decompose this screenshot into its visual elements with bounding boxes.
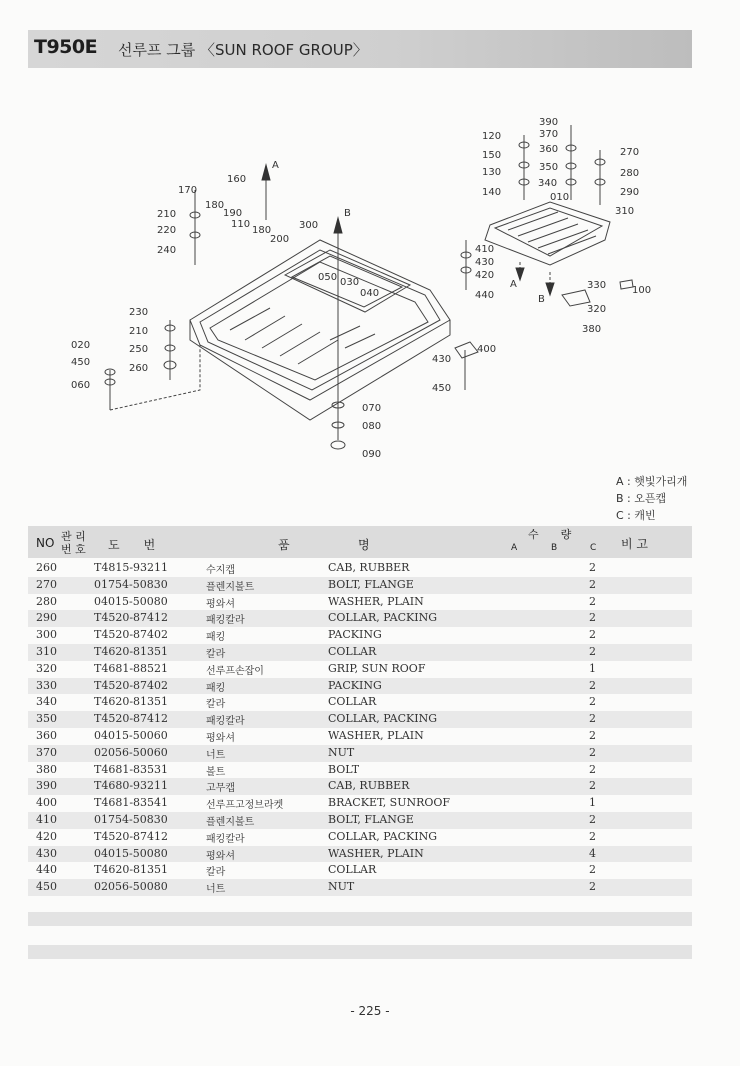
header-qty-c: C <box>590 543 597 553</box>
table-row <box>28 879 692 896</box>
row-name-en: PACKING <box>328 628 382 642</box>
model-code: T950E <box>34 36 98 58</box>
row-part-no: 01754-50830 <box>94 812 168 826</box>
svg-text:210: 210 <box>157 209 177 220</box>
row-no: 400 <box>36 796 57 810</box>
row-qty: 2 <box>589 577 596 591</box>
row-no: 360 <box>36 728 57 742</box>
row-name-kr: 플렌지볼트 <box>206 816 255 828</box>
header-no: NO <box>36 536 55 550</box>
row-name-kr: 플렌지볼트 <box>206 581 255 593</box>
row-name-kr: 볼트 <box>206 766 226 778</box>
legend-a: A : 햇빛가리개 <box>616 475 688 488</box>
parts-table <box>28 560 692 896</box>
row-name-en: BOLT, FLANGE <box>328 577 414 591</box>
svg-text:B: B <box>538 294 545 305</box>
svg-text:130: 130 <box>482 167 502 178</box>
row-qty: 2 <box>589 712 596 726</box>
header-mgmt-top: 관 리 <box>61 530 86 543</box>
header-name-2: 명 <box>358 538 370 552</box>
svg-text:350: 350 <box>539 162 559 173</box>
svg-text:010: 010 <box>550 192 570 203</box>
row-name-kr: 선루프고정브라켓 <box>206 800 284 812</box>
row-part-no: T4680-93211 <box>94 779 169 793</box>
svg-text:450: 450 <box>71 357 91 368</box>
table-row <box>28 762 692 779</box>
row-part-no: T4520-87412 <box>94 611 169 625</box>
svg-text:380: 380 <box>582 324 602 335</box>
row-part-no: 01754-50830 <box>94 577 168 591</box>
row-qty: 1 <box>589 796 596 810</box>
row-no: 260 <box>36 561 57 574</box>
row-part-no: 02056-50060 <box>94 745 168 759</box>
table-row <box>28 594 692 611</box>
svg-text:270: 270 <box>620 147 640 158</box>
legend <box>616 473 687 524</box>
svg-text:170: 170 <box>178 185 198 196</box>
row-part-no: 04015-50060 <box>94 728 168 742</box>
page-number: - 225 - <box>350 1004 390 1018</box>
table-row <box>28 711 692 728</box>
row-qty: 2 <box>589 880 596 894</box>
svg-text:180: 180 <box>252 225 272 236</box>
table-row <box>28 728 692 745</box>
svg-text:390: 390 <box>539 117 559 128</box>
table-row <box>28 610 692 627</box>
row-part-no: T4620-81351 <box>94 863 169 877</box>
row-name-en: WASHER, PLAIN <box>328 846 424 860</box>
svg-text:400: 400 <box>477 344 497 355</box>
svg-text:080: 080 <box>362 421 382 432</box>
row-name-en: BOLT, FLANGE <box>328 812 414 826</box>
row-no: 330 <box>36 678 57 692</box>
svg-text:190: 190 <box>223 208 243 219</box>
row-no: 310 <box>36 644 57 658</box>
svg-text:050: 050 <box>318 272 338 283</box>
row-qty: 2 <box>589 829 596 843</box>
header-qty-b: B <box>551 543 558 553</box>
table-row <box>28 778 692 795</box>
row-part-no: T4681-83541 <box>94 796 169 810</box>
row-name-en: COLLAR <box>328 863 377 877</box>
row-name-kr: 패킹칼라 <box>206 833 245 845</box>
table-row <box>28 627 692 644</box>
svg-text:440: 440 <box>475 290 495 301</box>
table-header <box>28 526 692 558</box>
row-part-no: T4520-87412 <box>94 829 169 843</box>
svg-text:A: A <box>510 279 517 290</box>
row-qty: 2 <box>589 745 596 759</box>
row-name-en: NUT <box>328 745 355 759</box>
row-no: 410 <box>36 812 57 826</box>
header-part-no: 도 번 <box>108 538 156 552</box>
row-no: 300 <box>36 628 57 642</box>
row-name-kr: 고무캡 <box>206 783 235 795</box>
svg-text:180: 180 <box>205 200 225 211</box>
row-part-no: T4620-81351 <box>94 644 169 658</box>
row-name-en: COLLAR, PACKING <box>328 712 437 726</box>
sun-shade-outline <box>485 202 610 265</box>
svg-text:210: 210 <box>129 326 149 337</box>
svg-text:070: 070 <box>362 403 382 414</box>
row-name-kr: 패킹 <box>206 632 226 644</box>
svg-text:410: 410 <box>475 244 495 255</box>
row-no: 390 <box>36 779 57 793</box>
table-row <box>28 560 692 577</box>
row-name-en: COLLAR, PACKING <box>328 829 437 843</box>
diagram-callouts <box>71 117 651 460</box>
row-no: 270 <box>36 577 57 591</box>
row-qty: 2 <box>589 812 596 826</box>
row-part-no: T4681-83531 <box>94 762 169 776</box>
svg-text:420: 420 <box>475 270 495 281</box>
table-row <box>28 577 692 594</box>
table-row <box>28 644 692 661</box>
row-name-kr: 평와셔 <box>206 850 235 862</box>
row-name-en: COLLAR <box>328 644 377 658</box>
row-part-no: T4815-93211 <box>94 561 169 574</box>
svg-text:B: B <box>344 208 351 219</box>
svg-text:A: A <box>272 160 279 171</box>
row-qty: 2 <box>589 728 596 742</box>
table-row <box>28 846 692 863</box>
row-part-no: 02056-50080 <box>94 880 168 894</box>
header-qty-a: A <box>511 543 518 553</box>
row-part-no: T4681-88521 <box>94 661 169 675</box>
row-part-no: 04015-50080 <box>94 846 168 860</box>
row-name-kr: 패킹칼라 <box>206 716 245 728</box>
svg-text:250: 250 <box>129 344 149 355</box>
row-name-kr: 너트 <box>206 884 226 896</box>
table-row <box>28 694 692 711</box>
row-name-kr: 평와셔 <box>206 732 235 744</box>
row-part-no: T4620-81351 <box>94 695 169 709</box>
svg-text:340: 340 <box>538 178 558 189</box>
svg-text:060: 060 <box>71 380 91 391</box>
roof-panel-outline <box>190 240 450 400</box>
row-qty: 2 <box>589 628 596 642</box>
row-name-en: COLLAR, PACKING <box>328 611 437 625</box>
row-qty: 2 <box>589 762 596 776</box>
svg-text:370: 370 <box>539 129 559 140</box>
row-name-en: CAB, RUBBER <box>328 779 410 793</box>
svg-text:030: 030 <box>340 277 360 288</box>
row-name-en: PACKING <box>328 678 382 692</box>
svg-text:450: 450 <box>432 383 452 394</box>
header-qty: 수 량 <box>528 528 572 541</box>
header-remarks: 비 고 <box>621 537 648 551</box>
row-no: 280 <box>36 594 57 608</box>
svg-text:240: 240 <box>157 245 177 256</box>
row-qty: 2 <box>589 779 596 793</box>
svg-text:140: 140 <box>482 187 502 198</box>
svg-text:330: 330 <box>587 280 607 291</box>
svg-text:320: 320 <box>587 304 607 315</box>
svg-text:280: 280 <box>620 168 640 179</box>
row-no: 350 <box>36 712 57 726</box>
row-name-kr: 칼라 <box>206 648 226 660</box>
svg-text:120: 120 <box>482 131 502 142</box>
page-header <box>28 30 692 68</box>
table-row <box>28 678 692 695</box>
row-qty: 2 <box>589 611 596 625</box>
row-no: 320 <box>36 661 57 675</box>
blank-row <box>28 912 692 926</box>
row-qty: 2 <box>589 695 596 709</box>
row-name-en: CAB, RUBBER <box>328 561 410 574</box>
row-part-no: T4520-87412 <box>94 712 169 726</box>
row-name-kr: 선루프손잡이 <box>206 665 264 677</box>
row-part-no: 04015-50080 <box>94 594 168 608</box>
svg-text:100: 100 <box>632 285 652 296</box>
svg-text:200: 200 <box>270 234 290 245</box>
row-qty: 2 <box>589 594 596 608</box>
row-qty: 2 <box>589 644 596 658</box>
row-name-en: WASHER, PLAIN <box>328 728 424 742</box>
svg-text:300: 300 <box>299 220 319 231</box>
row-no: 450 <box>36 880 57 894</box>
row-no: 370 <box>36 745 57 759</box>
row-name-en: COLLAR <box>328 695 377 709</box>
row-name-en: BOLT <box>328 762 360 776</box>
svg-text:290: 290 <box>620 187 640 198</box>
svg-text:090: 090 <box>362 449 382 460</box>
row-qty: 2 <box>589 678 596 692</box>
svg-text:160: 160 <box>227 174 247 185</box>
row-no: 440 <box>36 863 57 877</box>
exploded-parts-diagram <box>30 90 710 470</box>
table-row <box>28 862 692 879</box>
row-no: 290 <box>36 611 57 625</box>
legend-b: B : 오픈캡 <box>616 492 667 505</box>
row-name-kr: 칼라 <box>206 867 226 879</box>
row-no: 430 <box>36 846 57 860</box>
svg-text:020: 020 <box>71 340 91 351</box>
table-row <box>28 795 692 812</box>
svg-text:220: 220 <box>157 225 177 236</box>
row-name-kr: 수지캡 <box>206 565 235 576</box>
section-title: 선루프 그룹 〈SUN ROOF GROUP〉 <box>118 41 368 59</box>
row-name-kr: 패킹 <box>206 682 226 694</box>
row-name-kr: 패킹칼라 <box>206 615 245 627</box>
table-row <box>28 661 692 678</box>
svg-text:040: 040 <box>360 288 380 299</box>
row-name-kr: 너트 <box>206 749 226 761</box>
svg-text:310: 310 <box>615 206 635 217</box>
row-no: 340 <box>36 695 57 709</box>
row-part-no: T4520-87402 <box>94 628 169 642</box>
table-row <box>28 812 692 829</box>
row-name-kr: 평와셔 <box>206 598 235 610</box>
svg-text:260: 260 <box>129 363 149 374</box>
svg-text:430: 430 <box>432 354 452 365</box>
row-name-kr: 칼라 <box>206 699 226 711</box>
blank-row <box>28 945 692 959</box>
row-name-en: GRIP, SUN ROOF <box>328 661 426 675</box>
row-qty: 2 <box>589 863 596 877</box>
row-no: 380 <box>36 762 57 776</box>
svg-text:430: 430 <box>475 257 495 268</box>
row-part-no: T4520-87402 <box>94 678 169 692</box>
header-mgmt-bottom: 번 호 <box>61 543 86 556</box>
row-qty: 4 <box>589 846 596 860</box>
svg-text:360: 360 <box>539 144 559 155</box>
svg-text:150: 150 <box>482 150 502 161</box>
row-qty: 2 <box>589 561 596 574</box>
header-name-1: 품 <box>278 538 290 552</box>
row-name-en: WASHER, PLAIN <box>328 594 424 608</box>
svg-text:110: 110 <box>231 219 251 230</box>
row-qty: 1 <box>589 661 596 675</box>
legend-c: C : 캐빈 <box>616 509 656 522</box>
table-row <box>28 745 692 762</box>
table-row <box>28 829 692 846</box>
row-no: 420 <box>36 829 57 843</box>
row-name-en: NUT <box>328 880 355 894</box>
row-name-en: BRACKET, SUNROOF <box>328 796 451 810</box>
svg-text:230: 230 <box>129 307 149 318</box>
